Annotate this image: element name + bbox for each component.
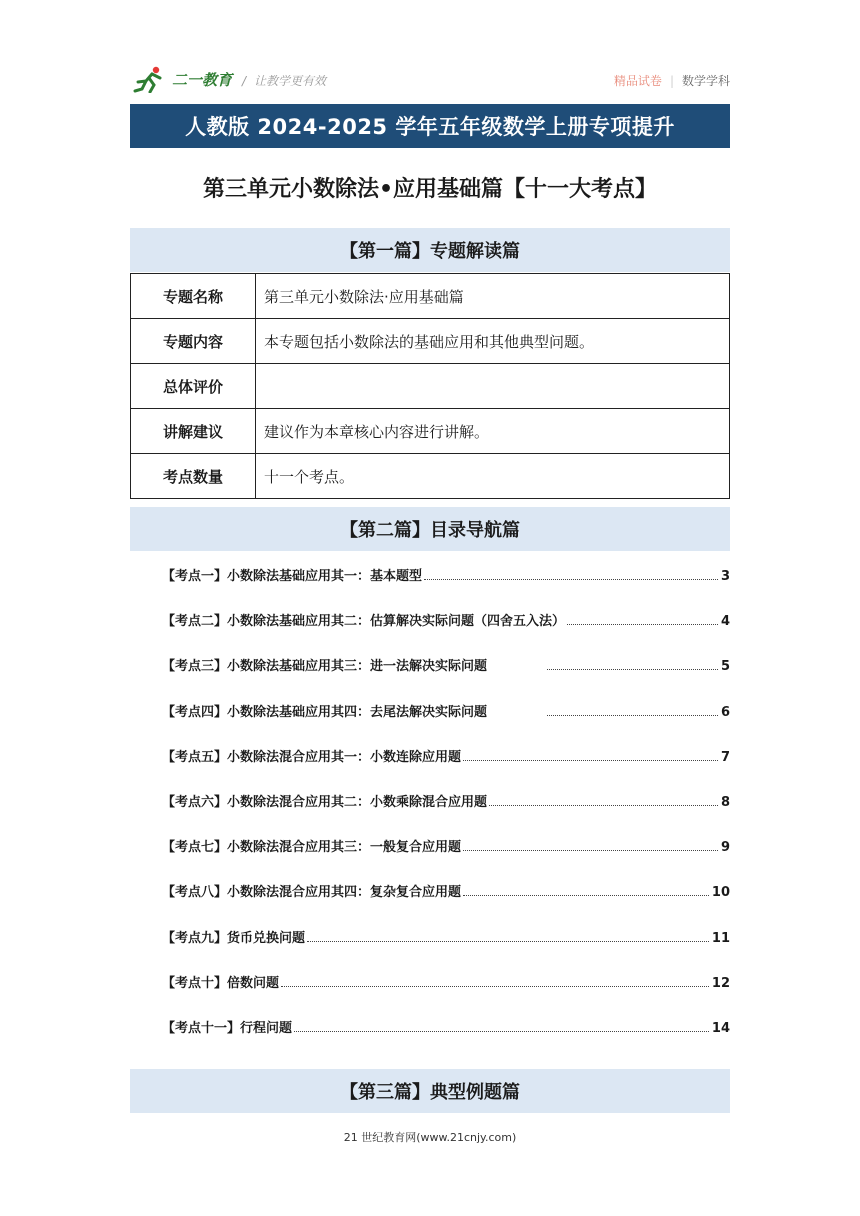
table-row (131, 274, 730, 319)
tag-premium: 精品试卷 (613, 74, 662, 88)
toc-title: 【考点三】小数除法基础应用其三：进一法解决实际问题 (162, 659, 488, 675)
toc-title: 【考点十】倍数问题 (162, 975, 280, 991)
toc-title: 【考点六】小数除法混合应用其二：小数乘除混合应用题 (162, 795, 488, 810)
slogan: / 让教学更有效 (242, 74, 327, 88)
toc-item[interactable] (162, 926, 730, 946)
row-value: 本专题包括小数除法的基础应用和其他典型问题。 (256, 319, 730, 364)
row-value: 十一个考点。 (256, 454, 730, 499)
toc-leader-dots (463, 895, 709, 896)
table-row (131, 454, 730, 499)
toc-leader-dots (294, 1031, 709, 1032)
toc-item[interactable] (162, 609, 730, 629)
toc-leader-dots (424, 579, 718, 580)
row-value (256, 364, 730, 409)
row-key: 专题名称 (131, 274, 256, 319)
toc-title: 【考点二】小数除法基础应用其二：估算解决实际问题（四舍五入法） (162, 614, 566, 630)
toc-item[interactable] (162, 700, 730, 720)
toc-leader-dots (281, 986, 709, 987)
toc-page-number: 3 (720, 569, 730, 584)
toc-title: 【考点四】小数除法基础应用其四：去尾法解决实际问题 (162, 704, 488, 720)
row-key: 考点数量 (131, 454, 256, 499)
row-value: 第三单元小数除法·应用基础篇 (256, 274, 730, 319)
toc-leader-dots (567, 624, 718, 625)
toc-page-number: 10 (711, 885, 730, 901)
toc-title: 【考点五】小数除法混合应用其一：小数连除应用题 (162, 749, 462, 765)
row-key: 讲解建议 (131, 409, 256, 454)
logo-text: 二一教育 (172, 70, 233, 89)
toc-page-number: 9 (720, 840, 730, 856)
row-key: 专题内容 (131, 319, 256, 364)
table-row (131, 319, 730, 364)
toc-item[interactable] (162, 971, 730, 991)
toc-leader-dots (547, 669, 718, 670)
header-tags (614, 72, 730, 89)
logo (130, 64, 232, 94)
toc-item[interactable] (162, 1016, 730, 1036)
toc-leader-dots (307, 941, 709, 942)
row-value: 建议作为本章核心内容进行讲解。 (256, 409, 730, 454)
toc-item[interactable] (162, 790, 730, 810)
toc-title: 【考点八】小数除法混合应用其四：复杂复合应用题 (162, 885, 462, 901)
toc-page-number: 8 (720, 795, 730, 810)
page-subtitle: 第三单元小数除法•应用基础篇【十一大考点】 (202, 177, 658, 202)
toc-page-number: 14 (711, 1021, 730, 1036)
toc-page-number: 11 (711, 930, 730, 946)
toc-page-number: 12 (711, 975, 730, 991)
toc-item[interactable] (162, 654, 730, 674)
row-key: 总体评价 (131, 364, 256, 409)
toc-title: 【考点一】小数除法基础应用其一：基本题型 (162, 569, 423, 584)
toc-page-number: 4 (720, 614, 730, 630)
section-heading-3: 【第三篇】典型例题篇 (130, 1069, 730, 1113)
page-header (130, 62, 730, 98)
tag-subject: 数学学科 (681, 74, 730, 88)
toc-leader-dots (463, 760, 718, 761)
toc-item[interactable] (162, 564, 730, 584)
toc-item[interactable] (162, 745, 730, 765)
section-heading-2: 【第二篇】目录导航篇 (130, 507, 730, 551)
toc-page-number: 7 (720, 749, 730, 765)
toc-leader-dots (463, 850, 718, 851)
table-row (131, 409, 730, 454)
title-banner: 人教版 2024-2025 学年五年级数学上册专项提升 (130, 104, 730, 148)
section-heading-1: 【第一篇】专题解读篇 (130, 228, 730, 272)
info-table (130, 273, 730, 499)
runner-logo-icon (130, 65, 170, 93)
slogan-text: 让教学更有效 (254, 74, 327, 88)
toc-title: 【考点九】货币兑换问题 (162, 930, 306, 946)
toc-leader-dots (489, 805, 718, 806)
footer-source: 21 世纪教育网(www.21cnjy.com) (343, 1131, 517, 1144)
divider: | (669, 73, 674, 88)
toc-page-number: 6 (720, 704, 730, 720)
toc-item[interactable] (162, 835, 730, 855)
toc-title: 【考点十一】行程问题 (162, 1021, 293, 1036)
toc-item[interactable] (162, 880, 730, 900)
toc-title: 【考点七】小数除法混合应用其三：一般复合应用题 (162, 840, 462, 856)
table-row (131, 364, 730, 409)
toc-leader-dots (547, 715, 718, 716)
toc-page-number: 5 (720, 659, 730, 675)
